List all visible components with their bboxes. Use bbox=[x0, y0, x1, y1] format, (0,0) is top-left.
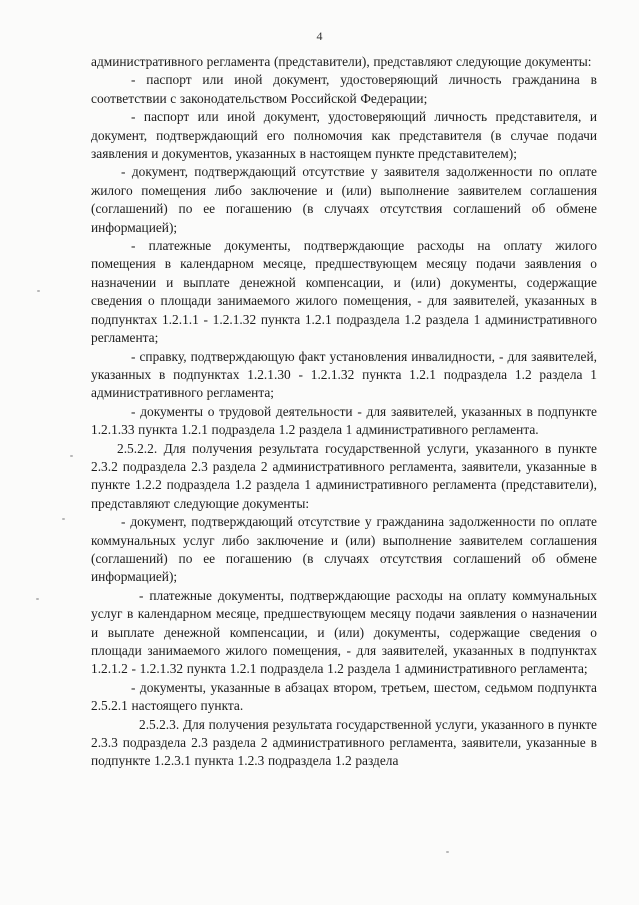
paragraph: 2.5.2.3. Для получения результата государственной услуги, указанного в пункте 2.3.3 подраздела 2.3 раздела 2 административного регламента, заявители, указанные в подпункте 1.2.3.1 пункта 1.2.3 подраздела 1.2 раздела bbox=[91, 716, 597, 769]
scan-speck bbox=[70, 455, 73, 457]
paragraph: - документы, указанные в абзацах втором, третьем, шестом, седьмом подпункта 2.5.2.1 настоящего пункта. bbox=[91, 679, 597, 714]
paragraph: административного регламента (представители), представляют следующие документы: bbox=[91, 54, 592, 69]
paragraph: - документ, подтверждающий отсутствие у заявителя задолженности по оплате жилого помещения либо заключение и (или) выполнение заявителем соглашения (соглашений) по ее погашению (в случаях отсутствия соглашений об обмене информацией); bbox=[91, 164, 597, 235]
paragraph: - справку, подтверждающую факт установления инвалидности, - для заявителей, указанных в подпунктах 1.2.1.30 - 1.2.1.32 пункта 1.2.1 подраздела 1.2 раздела 1 административного регламента; bbox=[91, 348, 597, 401]
scan-speck bbox=[446, 851, 449, 853]
paragraph: - паспорт или иной документ, удостоверяющий личность гражданина в соответствии с законодательством Российской Федерации; bbox=[91, 72, 597, 106]
document-body bbox=[91, 53, 597, 771]
scan-speck bbox=[62, 518, 65, 520]
scan-speck bbox=[37, 290, 40, 292]
paragraph: 2.5.2.2. Для получения результата государственной услуги, указанного в пункте 2.3.2 подраздела 2.3 раздела 2 административного регламента, заявители, указанные в пункте 1.2.2 подраздела 1.2 раздела 1 административного регламента (представители), представляют следующие документы: bbox=[91, 440, 597, 511]
paragraph: - документы о трудовой деятельности - для заявителей, указанных в подпункте 1.2.1.33 пункта 1.2.1 подраздела 1.2 раздела 1 административного регламента. bbox=[91, 403, 597, 438]
page-number: 4 bbox=[316, 29, 323, 43]
paragraph: - паспорт или иной документ, удостоверяющий личность представителя, и документ, подтверждающий его полномочия как представителя (в случае подачи заявления и документов, указанных в настоящем пункте представителем); bbox=[91, 109, 597, 162]
scan-speck bbox=[36, 598, 39, 600]
paragraph: - платежные документы, подтверждающие расходы на оплату коммунальных услуг в календарном месяце, предшествующем месяцу подачи заявления о назначении и выплате денежной компенсации, и (или) документы, содержащие сведения о площади занимаемого жилого помещения, - для заявителей, указанных в подпунктах 1.2.1.2 - 1.2.1.32 пункта 1.2.1 подраздела 1.2 раздела 1 административного регламента; bbox=[91, 587, 597, 677]
paragraph: - документ, подтверждающий отсутствие у гражданина задолженности по оплате коммунальных услуг либо заключение и (или) выполнение заявителем соглашения (соглашений) по ее погашению (в случаях отсутствия соглашений об обмене информацией); bbox=[91, 514, 597, 585]
paragraph: - платежные документы, подтверждающие расходы на оплату жилого помещения в календарном месяце, предшествующем месяцу подачи заявления о назначении и выплате денежной компенсации, и (или) документы, содержащие сведения о площади занимаемого жилого помещения, - для заявителей, указанных в подпунктах 1.2.1.1 - 1.2.1.32 пункта 1.2.1 подраздела 1.2 раздела 1 административного регламента; bbox=[91, 238, 597, 346]
